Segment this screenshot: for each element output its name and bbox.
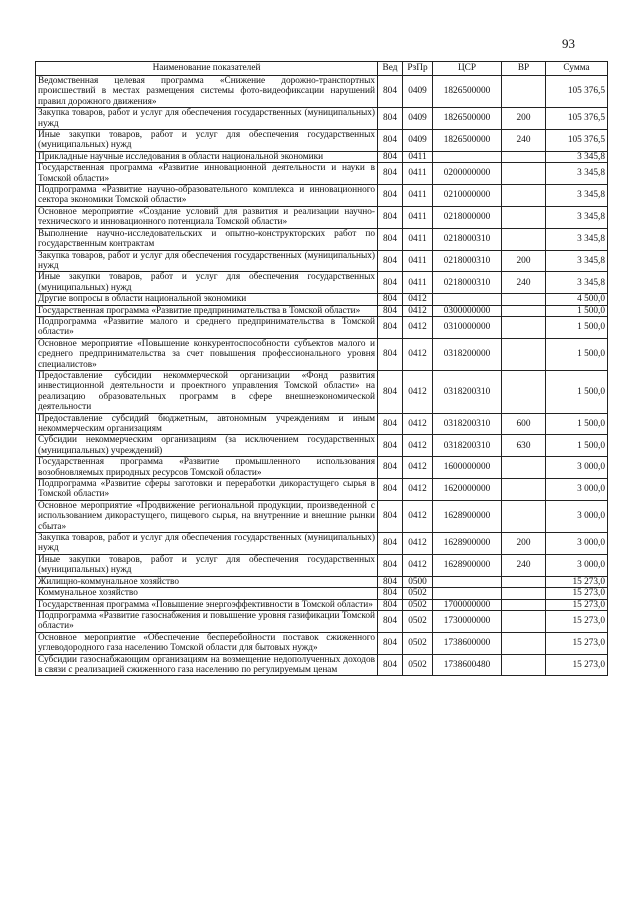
row-vr	[502, 294, 546, 305]
row-ved: 804	[378, 108, 403, 130]
row-sum: 3 000,0	[546, 479, 608, 501]
table-row	[36, 479, 608, 501]
row-rzpr: 0411	[403, 163, 433, 185]
row-sum: 15 273,0	[546, 599, 608, 610]
row-sum: 3 345,8	[546, 151, 608, 162]
row-name: Субсидии некоммерческим организациям (за исключением государственных (муниципальных) учреждений)	[36, 435, 378, 457]
row-csr: 0318200310	[433, 435, 502, 457]
table-row	[36, 305, 608, 316]
table-row	[36, 370, 608, 413]
row-csr: 0210000000	[433, 185, 502, 207]
row-ved: 804	[378, 479, 403, 501]
row-name: Закупка товаров, работ и услуг для обеспечения государственных (муниципальных) нужд	[36, 533, 378, 555]
table-row	[36, 500, 608, 532]
row-vr	[502, 185, 546, 207]
table-row	[36, 632, 608, 654]
table-row	[36, 76, 608, 108]
header-csr: ЦСР	[433, 62, 502, 76]
header-name: Наименование показателей	[36, 62, 378, 76]
row-name: Другие вопросы в области национальной экономики	[36, 294, 378, 305]
row-ved: 804	[378, 533, 403, 555]
row-name: Иные закупки товаров, работ и услуг для обеспечения государственных (муниципальных) нужд	[36, 554, 378, 576]
row-sum: 1 500,0	[546, 316, 608, 338]
row-ved: 804	[378, 316, 403, 338]
row-csr: 0318200310	[433, 370, 502, 413]
row-name: Государственная программа «Развитие инновационной деятельности и науки в Томской области»	[36, 163, 378, 185]
row-name: Государственная программа «Развитие промышленного использования возобновляемых природных ресурсов Томской области»	[36, 457, 378, 479]
table-row	[36, 435, 608, 457]
table-row	[36, 413, 608, 435]
row-sum: 3 345,8	[546, 185, 608, 207]
row-vr: 200	[502, 533, 546, 555]
table-row	[36, 108, 608, 130]
row-csr: 0318200310	[433, 413, 502, 435]
row-rzpr: 0412	[403, 457, 433, 479]
row-rzpr: 0412	[403, 500, 433, 532]
table-row	[36, 130, 608, 152]
row-rzpr: 0502	[403, 588, 433, 599]
row-vr	[502, 610, 546, 632]
row-rzpr: 0412	[403, 338, 433, 370]
row-name: Предоставление субсидий бюджетным, автономным учреждениям и иным некоммерческим организациям	[36, 413, 378, 435]
row-csr: 0318200000	[433, 338, 502, 370]
header-rzpr: РзПр	[403, 62, 433, 76]
row-rzpr: 0412	[403, 554, 433, 576]
row-rzpr: 0409	[403, 76, 433, 108]
table-body	[36, 76, 608, 676]
row-rzpr: 0411	[403, 151, 433, 162]
row-ved: 804	[378, 435, 403, 457]
row-ved: 804	[378, 228, 403, 250]
row-sum: 3 000,0	[546, 457, 608, 479]
row-name: Жилищно-коммунальное хозяйство	[36, 576, 378, 587]
row-rzpr: 0411	[403, 206, 433, 228]
row-vr: 200	[502, 108, 546, 130]
row-rzpr: 0502	[403, 599, 433, 610]
row-sum: 1 500,0	[546, 305, 608, 316]
table-row	[36, 554, 608, 576]
row-rzpr: 0412	[403, 479, 433, 501]
row-rzpr: 0502	[403, 654, 433, 676]
row-sum: 1 500,0	[546, 338, 608, 370]
table-row	[36, 185, 608, 207]
row-sum: 15 273,0	[546, 576, 608, 587]
row-rzpr: 0412	[403, 413, 433, 435]
row-vr	[502, 654, 546, 676]
row-csr	[433, 294, 502, 305]
row-rzpr: 0412	[403, 370, 433, 413]
row-name: Иные закупки товаров, работ и услуг для обеспечения государственных (муниципальных) нужд	[36, 130, 378, 152]
row-name: Основное мероприятие «Создание условий для развития и реализации научно-технического и инновационного потенциала Томской области»	[36, 206, 378, 228]
row-csr	[433, 151, 502, 162]
row-rzpr: 0411	[403, 228, 433, 250]
row-name: Подпрограмма «Развитие научно-образовательного комплекса и инновационного сектора экономики Томской области»	[36, 185, 378, 207]
row-name: Подпрограмма «Развитие сферы заготовки и переработки дикорастущего сырья в Томской области»	[36, 479, 378, 501]
row-sum: 3 345,8	[546, 206, 608, 228]
row-vr: 630	[502, 435, 546, 457]
row-ved: 804	[378, 576, 403, 587]
row-csr	[433, 588, 502, 599]
table-row	[36, 338, 608, 370]
row-vr	[502, 576, 546, 587]
row-csr: 1738600480	[433, 654, 502, 676]
row-ved: 804	[378, 294, 403, 305]
row-csr: 1730000000	[433, 610, 502, 632]
row-csr: 0218000000	[433, 206, 502, 228]
row-name: Подпрограмма «Развитие малого и среднего предпринимательства в Томской области»	[36, 316, 378, 338]
row-csr: 1600000000	[433, 457, 502, 479]
row-name: Выполнение научно-исследовательских и опытно-конструкторских работ по государственным контрактам	[36, 228, 378, 250]
row-ved: 804	[378, 185, 403, 207]
row-ved: 804	[378, 654, 403, 676]
row-sum: 3 000,0	[546, 500, 608, 532]
row-ved: 804	[378, 554, 403, 576]
row-vr	[502, 76, 546, 108]
row-csr: 0310000000	[433, 316, 502, 338]
table-row	[36, 599, 608, 610]
row-sum: 3 345,8	[546, 250, 608, 272]
row-ved: 804	[378, 130, 403, 152]
row-sum: 3 345,8	[546, 163, 608, 185]
row-name: Основное мероприятие «Продвижение региональной продукции, произведенной с использованием дикорастущего, пищевого сырья, на внутренние и внешние рынки сбыта»	[36, 500, 378, 532]
header-ved: Вед	[378, 62, 403, 76]
page-number: 93	[562, 36, 575, 51]
row-ved: 804	[378, 163, 403, 185]
table-row	[36, 272, 608, 294]
row-csr: 1826500000	[433, 76, 502, 108]
table-row	[36, 206, 608, 228]
row-vr: 240	[502, 272, 546, 294]
row-name: Закупка товаров, работ и услуг для обеспечения государственных (муниципальных) нужд	[36, 108, 378, 130]
row-sum: 3 000,0	[546, 533, 608, 555]
row-rzpr: 0500	[403, 576, 433, 587]
row-csr: 0218000310	[433, 272, 502, 294]
row-csr: 1628900000	[433, 533, 502, 555]
row-sum: 15 273,0	[546, 588, 608, 599]
row-name: Ведомственная целевая программа «Снижение дорожно-транспортных происшествий в местах размещения системы фото-видеофиксации нарушений правил дорожного движения»	[36, 76, 378, 108]
row-sum: 105 376,5	[546, 76, 608, 108]
row-vr: 200	[502, 250, 546, 272]
row-name: Закупка товаров, работ и услуг для обеспечения государственных (муниципальных) нужд	[36, 250, 378, 272]
row-sum: 15 273,0	[546, 632, 608, 654]
table-row	[36, 588, 608, 599]
row-vr	[502, 228, 546, 250]
row-vr	[502, 632, 546, 654]
row-sum: 15 273,0	[546, 610, 608, 632]
table-row	[36, 610, 608, 632]
row-sum: 4 500,0	[546, 294, 608, 305]
row-ved: 804	[378, 151, 403, 162]
row-csr: 1628900000	[433, 554, 502, 576]
row-vr: 240	[502, 130, 546, 152]
row-name: Субсидии газоснабжающим организациям на возмещение недополученных доходов в связи с реализацией сжиженного газа населению по регулируемым ценам	[36, 654, 378, 676]
row-ved: 804	[378, 305, 403, 316]
row-name: Основное мероприятие «Обеспечение бесперебойности поставок сжиженного углеводородного газа населению Томской области для бытовых нужд»	[36, 632, 378, 654]
row-ved: 804	[378, 338, 403, 370]
header-sum: Сумма	[546, 62, 608, 76]
row-csr: 0200000000	[433, 163, 502, 185]
row-rzpr: 0412	[403, 316, 433, 338]
row-csr: 1620000000	[433, 479, 502, 501]
row-csr: 0218000310	[433, 228, 502, 250]
row-vr	[502, 206, 546, 228]
row-ved: 804	[378, 457, 403, 479]
row-name: Подпрограмма «Развитие газоснабжения и повышение уровня газификации Томской области»	[36, 610, 378, 632]
row-vr	[502, 588, 546, 599]
row-sum: 105 376,5	[546, 130, 608, 152]
row-sum: 1 500,0	[546, 413, 608, 435]
row-ved: 804	[378, 632, 403, 654]
row-name: Коммунальное хозяйство	[36, 588, 378, 599]
row-rzpr: 0409	[403, 108, 433, 130]
row-name: Основное мероприятие «Повышение конкурентоспособности субъектов малого и среднего предпринимательства за счет повышения профессионального уровня специалистов»	[36, 338, 378, 370]
row-ved: 804	[378, 250, 403, 272]
row-vr	[502, 338, 546, 370]
row-vr	[502, 479, 546, 501]
row-csr: 0218000310	[433, 250, 502, 272]
row-rzpr: 0412	[403, 533, 433, 555]
row-ved: 804	[378, 599, 403, 610]
table-row	[36, 457, 608, 479]
row-sum: 1 500,0	[546, 370, 608, 413]
row-rzpr: 0502	[403, 610, 433, 632]
row-sum: 105 376,5	[546, 108, 608, 130]
row-ved: 804	[378, 610, 403, 632]
row-vr	[502, 163, 546, 185]
row-ved: 804	[378, 413, 403, 435]
row-name: Предоставление субсидии некоммерческой организации «Фонд развития инвестиционной деятельности и проектного управления Томской области» на реализацию образовательных программ в сфере внешнеэкономической деятельности	[36, 370, 378, 413]
row-csr: 1700000000	[433, 599, 502, 610]
row-name: Государственная программа «Развитие предпринимательства в Томской области»	[36, 305, 378, 316]
row-sum: 15 273,0	[546, 654, 608, 676]
row-sum: 3 345,8	[546, 272, 608, 294]
table-row	[36, 163, 608, 185]
row-rzpr: 0411	[403, 272, 433, 294]
table-header-row	[36, 62, 608, 76]
table-row	[36, 250, 608, 272]
row-sum: 3 345,8	[546, 228, 608, 250]
table-row	[36, 576, 608, 587]
table-row	[36, 294, 608, 305]
row-name: Иные закупки товаров, работ и услуг для обеспечения государственных (муниципальных) нужд	[36, 272, 378, 294]
row-vr	[502, 500, 546, 532]
row-csr: 1738600000	[433, 632, 502, 654]
row-vr	[502, 599, 546, 610]
row-name: Государственная программа «Повышение энергоэффективности в Томской области»	[36, 599, 378, 610]
row-rzpr: 0411	[403, 185, 433, 207]
row-csr: 1826500000	[433, 108, 502, 130]
row-ved: 804	[378, 76, 403, 108]
table-row	[36, 151, 608, 162]
row-ved: 804	[378, 370, 403, 413]
header-vr: ВР	[502, 62, 546, 76]
row-vr	[502, 305, 546, 316]
row-name: Прикладные научные исследования в области национальной экономики	[36, 151, 378, 162]
row-vr	[502, 370, 546, 413]
row-ved: 804	[378, 500, 403, 532]
table-row	[36, 316, 608, 338]
row-vr: 240	[502, 554, 546, 576]
row-vr	[502, 457, 546, 479]
table-row	[36, 533, 608, 555]
table-row	[36, 654, 608, 676]
row-rzpr: 0411	[403, 250, 433, 272]
row-vr	[502, 316, 546, 338]
table-row	[36, 228, 608, 250]
budget-table	[35, 61, 608, 676]
row-vr: 600	[502, 413, 546, 435]
row-ved: 804	[378, 588, 403, 599]
row-ved: 804	[378, 272, 403, 294]
row-csr: 1826500000	[433, 130, 502, 152]
row-ved: 804	[378, 206, 403, 228]
row-rzpr: 0412	[403, 435, 433, 457]
row-rzpr: 0412	[403, 305, 433, 316]
row-csr	[433, 576, 502, 587]
row-rzpr: 0409	[403, 130, 433, 152]
row-sum: 3 000,0	[546, 554, 608, 576]
row-vr	[502, 151, 546, 162]
row-rzpr: 0502	[403, 632, 433, 654]
row-rzpr: 0412	[403, 294, 433, 305]
row-csr: 0300000000	[433, 305, 502, 316]
row-sum: 1 500,0	[546, 435, 608, 457]
row-csr: 1628900000	[433, 500, 502, 532]
